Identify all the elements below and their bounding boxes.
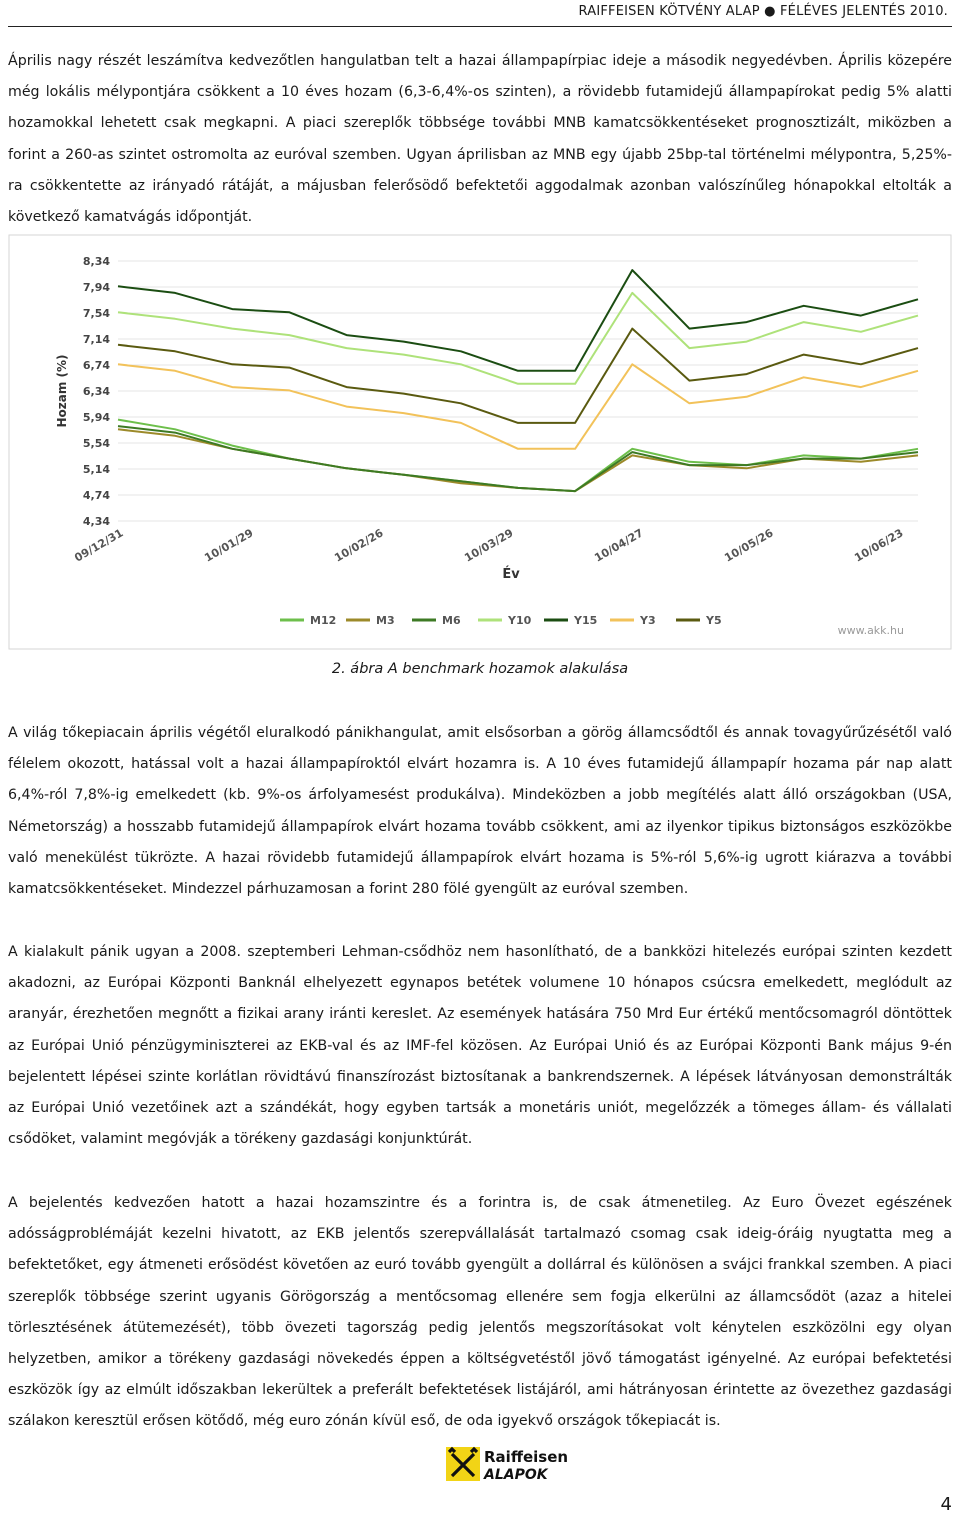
y-tick-label: 4,74	[82, 489, 110, 502]
page-number: 4	[940, 1494, 952, 1515]
legend-label-y5: Y5	[706, 614, 722, 627]
legend-label-y3: Y3	[640, 614, 656, 627]
y-tick-label: 4,34	[82, 515, 110, 528]
y-tick-label: 7,54	[82, 307, 110, 320]
x-tick-label: 10/04/27	[592, 526, 646, 565]
paragraph-1: Április nagy részét leszámítva kedvezőtlen hangulatban telt a hazai állampapírpiac ideje a második negyedévben. Április közepére még lokális mélypontjára csökkent a 10 éves hozam (6,3-6,4%-os szinten), a rövidebb futamidejű állampapírokat pedig 5% alatti hozamokkal lehetett csak megkapni. A piaci szereplők többsége további MNB kamatcsökkentéseket prognosztizált, miközben a forint a 260-as szintet ostromolta az euróval szemben. Ugyan áprilisban az MNB egy újabb 25bp-tal történelmi mélypontra, 5,25%-ra csökkentette az irányadó rátáját, a májusban felerősödő befektetői aggodalmak azonban valószínűleg hónapokkal eltolták a következő kamatvágás időpontját.	[8, 53, 952, 226]
x-tick-label: 10/02/26	[332, 526, 386, 565]
y-tick-label: 6,74	[82, 359, 110, 372]
chart-frame	[9, 235, 951, 649]
y-tick-label: 7,94	[82, 281, 110, 294]
legend-label-m6: M6	[442, 614, 461, 627]
x-tick-label: 10/05/26	[722, 526, 776, 565]
y-tick-label: 5,94	[82, 411, 110, 424]
logo-line2: ALAPOK	[484, 1467, 548, 1483]
y-tick-label: 8,34	[82, 255, 110, 268]
x-axis-label: Év	[502, 567, 520, 582]
logo-line1: Raiffeisen	[484, 1448, 569, 1466]
y-tick-label: 7,14	[82, 333, 110, 346]
raiffeisen-logo	[446, 1446, 569, 1483]
x-tick-label: 09/12/31	[72, 526, 126, 565]
y-tick-label: 5,14	[82, 463, 110, 476]
logo-svg	[446, 1446, 569, 1483]
watermark-text: www.akk.hu	[837, 624, 904, 637]
paragraph-3: A kialakult pánik ugyan a 2008. szeptemberi Lehman-csődhöz nem hasonlítható, de a bankközi hitelezés európai szinten kezdett akadozni, az Európai Központi Banknál elhelyezett egynapos betétek volumene 10 hónapos csúcsra emelkedett, meglódult az aranyár, érezhetően megnőtt a fizikai arany iránti kereslet. Az események hatására 750 Mrd Eur értékű mentőcsomagról döntöttek az Európai Unió pénzügyminiszterei az EKB-val és az IMF-fel közösen. Az Európai Unió és az Európai Központi Bank május 9-én bejelentett lépései szinte korlátlan rövidtávú finanszírozást biztosítanak a bankrendszernek. A lépések látványosan demonstrálták az Európai Unió vezetőinek azt a szándékát, hogy egyben tartsák a monetáris uniót, megelőzzék a tömeges állam- és vállalati csődöket, valamint megóvják a törékeny gazdasági konjunktúrát.	[8, 944, 952, 1148]
y-tick-label: 5,54	[82, 437, 110, 450]
legend-label-m12: M12	[310, 614, 337, 627]
header-rule	[8, 26, 952, 27]
chart-svg	[8, 234, 952, 650]
running-header: RAIFFEISEN KÖTVÉNY ALAP ● FÉLÉVES JELENTÉS 2010.	[578, 4, 948, 19]
legend-label-y10: Y10	[508, 614, 532, 627]
y-axis-label: Hozam (%)	[55, 354, 69, 428]
benchmark-yield-chart	[8, 234, 952, 650]
paragraph-2: A világ tőkepiacain április végétől eluralkodó pánikhangulat, amit elsősorban a görög államcsődtől és annak tovagyűrűzésétől való félelem okozott, hatással volt a hazai állampapíroktól elvárt hozamra is. A 10 éves futamidejű állampapír hozama pár nap alatt 6,4%-ról 7,8%-ig emelkedett (kb. 9%-os árfolyamesést produkálva). Mindeközben a jobb megítélés alatt álló országokban (USA, Németország) a hosszabb futamidejű állampapírok elvárt hozama tovább csökkent, ami az ilyenkor tipikus biztonságos eszközökbe való menekülést tükrözte. A hazai rövidebb futamidejű állampapírok elvárt hozama is 5%-ról 5,6%-ig ugrott kiárazva a további kamatcsökkentéseket. Mindezzel párhuzamosan a forint 280 fölé gyengült az euróval szemben.	[8, 725, 952, 898]
x-tick-label: 10/03/29	[462, 526, 516, 565]
figure-caption: 2. ábra A benchmark hozamok alakulása	[331, 661, 629, 677]
legend-label-y15: Y15	[574, 614, 598, 627]
paragraph-4: A bejelentés kedvezően hatott a hazai hozamszintre és a forintra is, de csak átmenetileg. Az Euro Övezet egészének adósságproblémáját kezelni hivatott, az EKB jelentős szerepvállalását tartalmazó csomag csak ideig-óráig nyugtatta meg a befektetőket, egy átmeneti erősödést követően az euró tovább gyengült a dollárral és különösen a svájci frankkal szemben. A piaci szereplők többsége szerint ugyanis Görögország a mentőcsomag ellenére sem fogja elkerülni az államcsődöt (azaz a hitelei törlesztésének átütemezését), több övezeti tagország pedig jelentős megszorításokat volt kénytelen eszközölni egy olyan helyzetben, amikor a törékeny gazdasági növekedés éppen a költségvetéstől jövő támogatást igényelné. Az európai befektetési eszközök így az elmúlt időszakban lekerültek a preferált befektetések listájáról, ami hátrányosan érintette az övezethez gazdasági szálakon keresztül erősen kötődő, még euro zónán kívül eső, de oda igyekvő országok tőkepiacát is.	[8, 1195, 952, 1430]
x-tick-label: 10/01/29	[202, 526, 256, 565]
legend-label-m3: M3	[376, 614, 395, 627]
y-tick-label: 6,34	[82, 385, 110, 398]
x-tick-label: 10/06/23	[852, 526, 906, 565]
